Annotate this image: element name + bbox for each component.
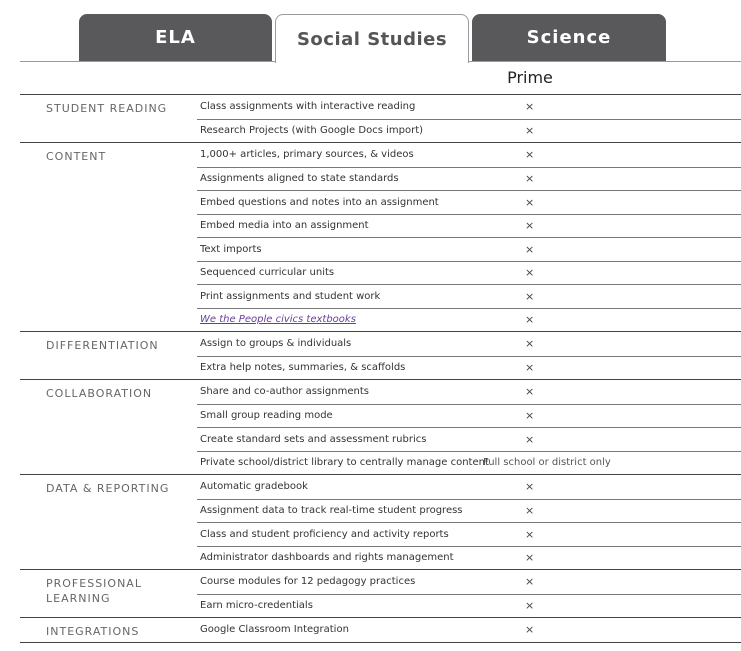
included-x-icon: × (525, 172, 535, 186)
feature-row (197, 284, 741, 308)
feature-row (197, 522, 741, 546)
feature-section (20, 331, 741, 379)
table-bottom-border (20, 642, 741, 643)
included-x-icon: × (525, 432, 535, 446)
feature-label: Embed questions and notes into an assignment (200, 196, 439, 208)
feature-row (197, 594, 741, 618)
section-label: INTEGRATIONS (46, 625, 140, 638)
included-x-icon: × (525, 623, 535, 637)
feature-label: Share and co-author assignments (200, 386, 369, 398)
feature-row (197, 214, 741, 238)
feature-label: Class assignments with interactive reading (200, 101, 416, 113)
section-rows (197, 380, 741, 474)
included-x-icon: × (525, 575, 535, 589)
feature-row (197, 143, 741, 167)
availability-note: Full school or district only (483, 457, 611, 469)
subject-tabbar (0, 0, 741, 62)
included-x-icon: × (525, 504, 535, 518)
feature-row (197, 95, 741, 119)
section-rows (197, 332, 741, 379)
included-x-icon: × (525, 313, 535, 327)
section-label: STUDENT READING (46, 102, 168, 115)
feature-row (197, 332, 741, 356)
feature-label: Embed media into an assignment (200, 220, 369, 232)
feature-section (20, 569, 741, 617)
feature-row (197, 190, 741, 214)
feature-row (197, 237, 741, 261)
plan-column-header: Prime (507, 68, 553, 87)
included-x-icon: × (525, 480, 535, 494)
section-label: DIFFERENTIATION (46, 339, 159, 352)
included-x-icon: × (525, 337, 535, 351)
feature-label: Sequenced curricular units (200, 267, 335, 279)
section-rows (197, 570, 741, 617)
feature-label: Class and student proficiency and activity reports (200, 528, 449, 540)
feature-label: Create standard sets and assessment rubrics (200, 433, 427, 445)
tab-ela[interactable]: ELA (79, 14, 272, 61)
feature-label: Assignments aligned to state standards (200, 173, 399, 185)
feature-comparison-table (20, 94, 741, 643)
feature-row (197, 618, 741, 642)
feature-label: Private school/district library to centrally manage content (200, 457, 489, 469)
feature-label: Administrator dashboards and rights management (200, 552, 454, 564)
feature-label: Extra help notes, summaries, & scaffolds (200, 362, 406, 374)
section-rows (197, 475, 741, 569)
feature-row (197, 261, 741, 285)
feature-section (20, 94, 741, 142)
feature-row (197, 167, 741, 191)
included-x-icon: × (525, 409, 535, 423)
included-x-icon: × (525, 100, 535, 114)
feature-link[interactable]: We the People civics textbooks (200, 314, 356, 326)
feature-section (20, 379, 741, 474)
included-x-icon: × (525, 124, 535, 138)
section-label: CONTENT (46, 150, 107, 163)
feature-label: Assign to groups & individuals (200, 338, 352, 350)
feature-row (197, 119, 741, 143)
feature-row (197, 427, 741, 451)
included-x-icon: × (525, 385, 535, 399)
tab-social-studies[interactable]: Social Studies (275, 14, 469, 63)
feature-label: 1,000+ articles, primary sources, & videos (200, 149, 414, 161)
feature-row (197, 404, 741, 428)
section-label: PROFESSIONAL LEARNING (46, 577, 142, 605)
included-x-icon: × (525, 599, 535, 613)
feature-section (20, 474, 741, 569)
feature-label: Google Classroom Integration (200, 624, 349, 636)
feature-row (197, 546, 741, 570)
feature-row (197, 308, 741, 332)
feature-section (20, 142, 741, 331)
section-label: COLLABORATION (46, 387, 153, 400)
feature-label: Text imports (200, 243, 262, 255)
section-rows (197, 618, 741, 642)
included-x-icon: × (525, 148, 535, 162)
section-rows (197, 95, 741, 142)
feature-label: Automatic gradebook (200, 481, 308, 493)
feature-row (197, 475, 741, 499)
section-rows (197, 143, 741, 331)
included-x-icon: × (525, 289, 535, 303)
feature-label: Assignment data to track real-time student progress (200, 505, 463, 517)
feature-label: Earn micro-credentials (200, 600, 313, 612)
section-label: DATA & REPORTING (46, 482, 170, 495)
included-x-icon: × (525, 551, 535, 565)
feature-row (197, 380, 741, 404)
feature-label: Small group reading mode (200, 410, 333, 422)
feature-label: Research Projects (with Google Docs import) (200, 125, 424, 137)
feature-row (197, 451, 741, 475)
included-x-icon: × (525, 527, 535, 541)
included-x-icon: × (525, 242, 535, 256)
feature-label: Course modules for 12 pedagogy practices (200, 576, 416, 588)
included-x-icon: × (525, 219, 535, 233)
included-x-icon: × (525, 361, 535, 375)
included-x-icon: × (525, 195, 535, 209)
feature-row (197, 499, 741, 523)
tab-science[interactable]: Science (472, 14, 666, 61)
feature-row (197, 356, 741, 380)
feature-label: Print assignments and student work (200, 290, 381, 302)
feature-row (197, 570, 741, 594)
included-x-icon: × (525, 266, 535, 280)
feature-section (20, 617, 741, 642)
